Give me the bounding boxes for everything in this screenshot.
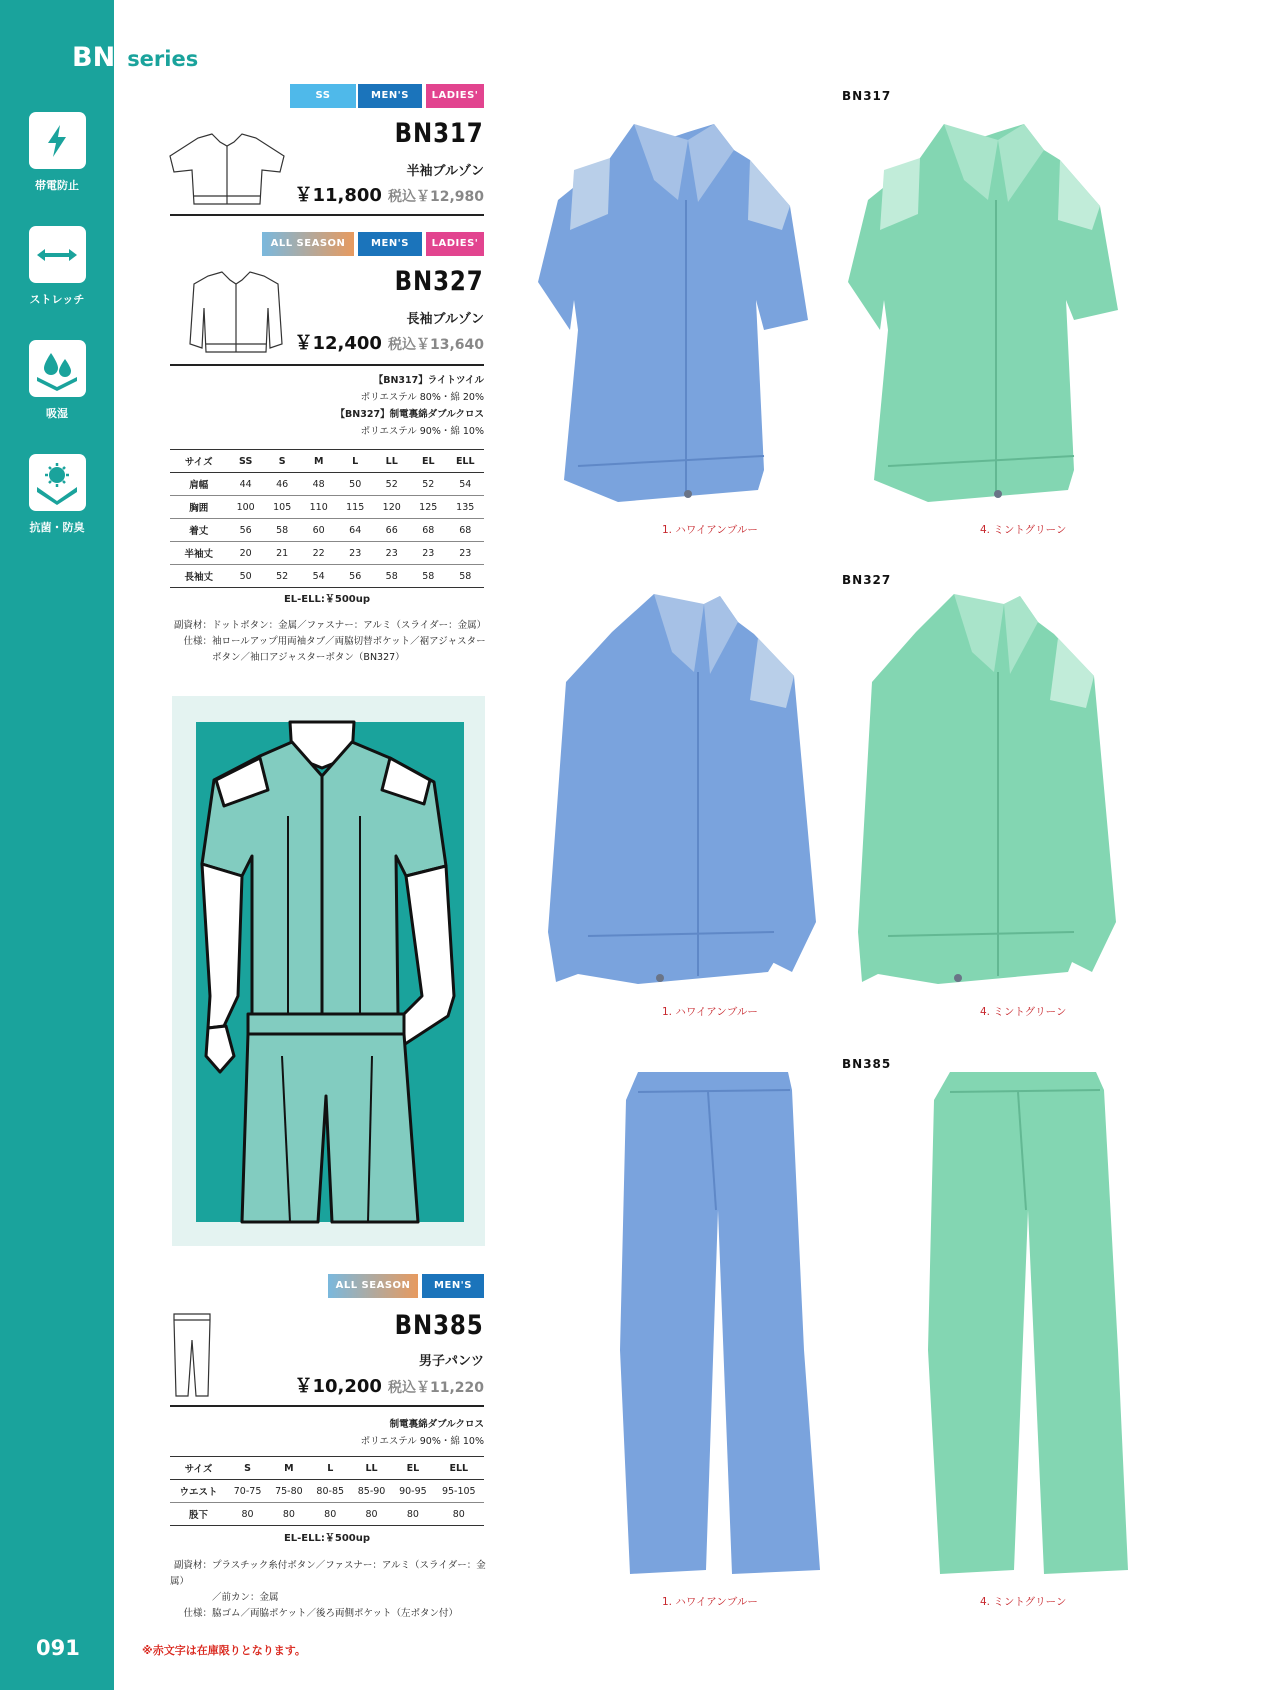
table-cell: 80 bbox=[351, 1503, 392, 1526]
color-label-green: 4. ミントグリーン bbox=[980, 524, 1067, 536]
table-cell: 75-80 bbox=[268, 1480, 309, 1503]
table-cell: 50 bbox=[337, 473, 374, 496]
table-header: LL bbox=[373, 450, 410, 473]
bn327-price-base: ￥12,400 bbox=[294, 333, 382, 354]
table-cell: 23 bbox=[337, 542, 374, 565]
table-cell: 52 bbox=[264, 565, 301, 588]
badge-ladies: LADIES' bbox=[426, 232, 484, 256]
spec-text: プラスチック糸付ボタン／ファスナー：アルミ（スライダー：金属） bbox=[170, 1560, 486, 1587]
table-cell: 95-105 bbox=[434, 1480, 484, 1503]
bn317-blue-jacket-photo bbox=[538, 110, 808, 506]
table-cell: 80 bbox=[227, 1503, 268, 1526]
fabric-line: ポリエステル 90%・綿 10% bbox=[360, 426, 484, 437]
table-cell: 股下 bbox=[170, 1503, 227, 1526]
divider bbox=[170, 1405, 484, 1407]
table-cell: 80 bbox=[268, 1503, 309, 1526]
table-cell: 23 bbox=[373, 542, 410, 565]
table-cell: 46 bbox=[264, 473, 301, 496]
bn385-product-name: 男子パンツ bbox=[418, 1354, 484, 1369]
table-cell: 23 bbox=[410, 542, 447, 565]
bn327-price-tax: 税込￥13,640 bbox=[387, 337, 484, 353]
jacket-fabric bbox=[336, 372, 484, 440]
table-cell: 着丈 bbox=[170, 519, 227, 542]
color-label-blue: 1. ハワイアンブルー bbox=[662, 1596, 758, 1608]
badge-mens: MEN'S bbox=[358, 232, 422, 256]
badge-ladies: LADIES' bbox=[426, 84, 484, 108]
bn317-product-name: 半袖ブルゾン bbox=[406, 164, 484, 179]
lightning-icon bbox=[29, 112, 86, 169]
table-cell: 52 bbox=[373, 473, 410, 496]
divider bbox=[170, 364, 484, 366]
bn317-model: BN317 bbox=[395, 118, 484, 149]
spec-label: 仕様： bbox=[183, 636, 212, 647]
table-cell: 115 bbox=[337, 496, 374, 519]
spec-label: 副資材： bbox=[173, 1560, 212, 1571]
table-row bbox=[170, 473, 484, 496]
color-label-green: 4. ミントグリーン bbox=[980, 1006, 1067, 1018]
pants-spec bbox=[170, 1558, 490, 1622]
table-cell: ウエスト bbox=[170, 1480, 227, 1503]
table-header: S bbox=[227, 1457, 268, 1480]
table-cell: 70-75 bbox=[227, 1480, 268, 1503]
table-cell: 58 bbox=[410, 565, 447, 588]
feature-antistatic bbox=[0, 112, 114, 193]
table-row bbox=[170, 1503, 484, 1526]
color-label-blue: 1. ハワイアンブルー bbox=[662, 1006, 758, 1018]
bn317-green-jacket-photo bbox=[848, 110, 1118, 506]
jacket-size-extra: EL-ELL:￥500up bbox=[283, 594, 371, 605]
feature-label: 帯電防止 bbox=[35, 179, 79, 192]
table-header: L bbox=[310, 1457, 351, 1480]
bn327-outline-drawing bbox=[186, 268, 286, 358]
pants-size-extra: EL-ELL:￥500up bbox=[283, 1533, 371, 1544]
feature-label: 抗菌・防臭 bbox=[29, 521, 85, 534]
table-row bbox=[170, 542, 484, 565]
fabric-line: 【BN327】制電裏綿ダブルクロス bbox=[335, 409, 484, 420]
spec-label: 副資材： bbox=[173, 620, 212, 631]
jacket-size-table bbox=[170, 449, 484, 588]
table-cell: 54 bbox=[300, 565, 337, 588]
spec-text: ボタン／袖口アジャスターボタン（BN327） bbox=[212, 652, 405, 663]
badge-mens: MEN'S bbox=[358, 84, 422, 108]
table-cell: 21 bbox=[264, 542, 301, 565]
badge-mens: MEN'S bbox=[422, 1274, 484, 1298]
table-cell: 48 bbox=[300, 473, 337, 496]
fabric-line: 制電裏綿ダブルクロス bbox=[389, 1419, 484, 1430]
bn317-price-base: ￥11,800 bbox=[294, 185, 382, 206]
table-header: EL bbox=[392, 1457, 433, 1480]
stretch-arrows-icon bbox=[29, 226, 86, 283]
table-header: L bbox=[337, 450, 374, 473]
table-cell: 64 bbox=[337, 519, 374, 542]
table-cell: 50 bbox=[227, 565, 264, 588]
spec-text: 袖ロールアップ用両袖タブ／両脇切替ポケット／裾アジャスター bbox=[212, 636, 486, 647]
bn385-blue-pants-photo bbox=[620, 1070, 820, 1580]
table-cell: 23 bbox=[447, 542, 485, 565]
photo-label-bn317: BN317 bbox=[842, 89, 892, 103]
divider bbox=[170, 214, 484, 216]
spec-label: 仕様： bbox=[183, 1608, 212, 1619]
page-number: 091 bbox=[36, 1636, 80, 1660]
fabric-line: 【BN317】ライトツイル bbox=[373, 375, 484, 386]
jacket-spec bbox=[170, 618, 490, 666]
table-cell: 66 bbox=[373, 519, 410, 542]
photo-label-bn385: BN385 bbox=[842, 1057, 892, 1071]
bn385-model: BN385 bbox=[395, 1310, 484, 1341]
badge-all-season: ALL SEASON bbox=[262, 232, 354, 256]
spec-text: ドットボタン：金属／ファスナー：アルミ（スライダー：金属） bbox=[212, 620, 487, 631]
table-cell: 105 bbox=[264, 496, 301, 519]
table-cell: 22 bbox=[300, 542, 337, 565]
table-cell: 90-95 bbox=[392, 1480, 433, 1503]
table-cell: 80 bbox=[310, 1503, 351, 1526]
series-word: series bbox=[127, 47, 199, 71]
table-cell: 68 bbox=[410, 519, 447, 542]
bn317-price-tax: 税込￥12,980 bbox=[387, 189, 484, 205]
feature-label: 吸湿 bbox=[46, 407, 68, 420]
wearer-illustration bbox=[172, 696, 485, 1246]
table-cell: 135 bbox=[447, 496, 485, 519]
bn317-price bbox=[295, 181, 485, 207]
bn327-blue-jacket-photo bbox=[548, 592, 818, 984]
table-row bbox=[170, 1480, 484, 1503]
table-header: サイズ bbox=[170, 1457, 227, 1480]
feature-stretch bbox=[0, 226, 114, 307]
table-header: LL bbox=[351, 1457, 392, 1480]
feature-antibacterial bbox=[0, 454, 114, 535]
badge-ss: SS bbox=[290, 84, 356, 108]
table-cell: 60 bbox=[300, 519, 337, 542]
series-title bbox=[72, 42, 198, 73]
stock-note: ※赤文字は在庫限りとなります。 bbox=[142, 1644, 306, 1657]
table-row bbox=[170, 496, 484, 519]
bn327-product-name: 長袖ブルゾン bbox=[406, 312, 484, 327]
table-cell: 半袖丈 bbox=[170, 542, 227, 565]
spec-text: 脇ゴム／両脇ポケット／後ろ両側ポケット（左ボタン付） bbox=[212, 1608, 459, 1619]
pants-fabric bbox=[361, 1416, 484, 1450]
table-row bbox=[170, 565, 484, 588]
spec-text: ／前カン：金属 bbox=[212, 1592, 279, 1603]
bn327-green-jacket-photo bbox=[858, 592, 1128, 984]
table-cell: 56 bbox=[337, 565, 374, 588]
table-cell: 80 bbox=[434, 1503, 484, 1526]
table-cell: 110 bbox=[300, 496, 337, 519]
table-cell: 肩幅 bbox=[170, 473, 227, 496]
bn327-model: BN327 bbox=[395, 266, 484, 297]
feature-label: ストレッチ bbox=[29, 293, 85, 306]
badge-all-season: ALL SEASON bbox=[328, 1274, 418, 1298]
feature-moisture bbox=[0, 340, 114, 421]
table-header: サイズ bbox=[170, 450, 227, 473]
bn385-price-tax: 税込￥11,220 bbox=[387, 1380, 484, 1396]
table-cell: 58 bbox=[264, 519, 301, 542]
table-cell: 125 bbox=[410, 496, 447, 519]
table-cell: 58 bbox=[447, 565, 485, 588]
bn385-green-pants-photo bbox=[928, 1070, 1128, 1580]
table-cell: 80 bbox=[392, 1503, 433, 1526]
table-cell: 52 bbox=[410, 473, 447, 496]
bn385-price-base: ￥10,200 bbox=[294, 1376, 382, 1397]
color-label-green: 4. ミントグリーン bbox=[980, 1596, 1067, 1608]
table-cell: 58 bbox=[373, 565, 410, 588]
table-cell: 80-85 bbox=[310, 1480, 351, 1503]
table-header: ELL bbox=[434, 1457, 484, 1480]
bn385-price bbox=[295, 1372, 485, 1398]
table-cell: 56 bbox=[227, 519, 264, 542]
bn327-price bbox=[295, 329, 485, 355]
antibacterial-icon bbox=[29, 454, 86, 511]
bn385-outline-drawing bbox=[170, 1310, 214, 1400]
pants-size-table bbox=[170, 1456, 484, 1526]
color-label-blue: 1. ハワイアンブルー bbox=[662, 524, 758, 536]
table-cell: 44 bbox=[227, 473, 264, 496]
table-header: M bbox=[268, 1457, 309, 1480]
table-row bbox=[170, 519, 484, 542]
table-header: M bbox=[300, 450, 337, 473]
table-cell: 20 bbox=[227, 542, 264, 565]
moisture-drops-icon bbox=[29, 340, 86, 397]
table-header: SS bbox=[227, 450, 264, 473]
table-cell: 85-90 bbox=[351, 1480, 392, 1503]
photo-label-bn327: BN327 bbox=[842, 573, 892, 587]
table-header: S bbox=[264, 450, 301, 473]
table-header: ELL bbox=[447, 450, 485, 473]
table-header: EL bbox=[410, 450, 447, 473]
table-header-row bbox=[170, 450, 484, 473]
table-header-row bbox=[170, 1457, 484, 1480]
bn317-outline-drawing bbox=[168, 130, 286, 210]
table-cell: 120 bbox=[373, 496, 410, 519]
table-cell: 胸囲 bbox=[170, 496, 227, 519]
fabric-line: ポリエステル 90%・綿 10% bbox=[360, 1436, 484, 1447]
series-bn: BN bbox=[72, 42, 116, 73]
table-cell: 長袖丈 bbox=[170, 565, 227, 588]
table-cell: 100 bbox=[227, 496, 264, 519]
fabric-line: ポリエステル 80%・綿 20% bbox=[360, 392, 484, 403]
table-cell: 68 bbox=[447, 519, 485, 542]
table-cell: 54 bbox=[447, 473, 485, 496]
